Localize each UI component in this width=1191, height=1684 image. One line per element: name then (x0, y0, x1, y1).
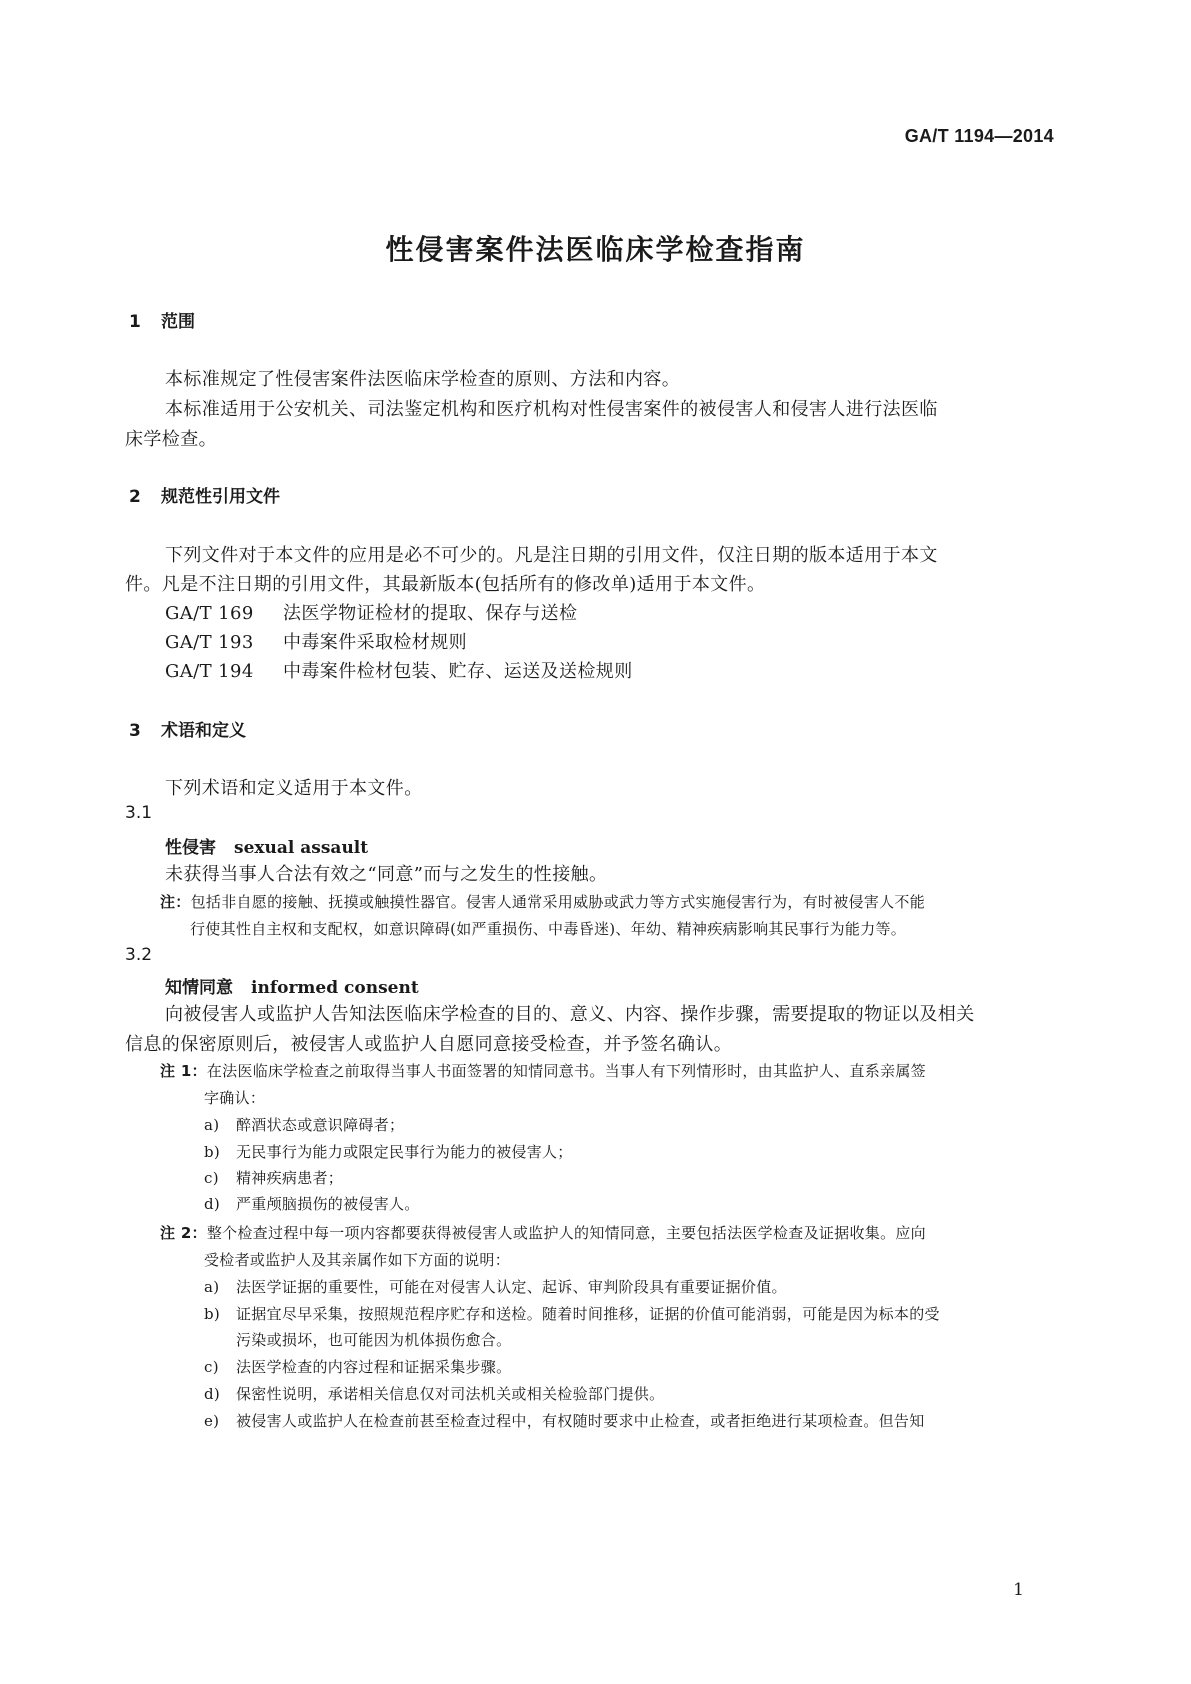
reference-title: 中毒案件检材包装、贮存、运送及送检规则 (283, 661, 633, 682)
reference-code: GA/T 193 (165, 632, 254, 653)
list-item (204, 1303, 940, 1324)
list-label: b) (204, 1143, 221, 1161)
reference-item (165, 628, 467, 654)
list-label: d) (204, 1385, 221, 1403)
list-text: 法医学证据的重要性，可能在对侵害人认定、起诉、审判阶段具有重要证据价值。 (236, 1278, 787, 1296)
section-number: 2 (129, 487, 141, 507)
page-number: 1 (1013, 1580, 1024, 1600)
clause-number: 3.2 (125, 945, 153, 965)
list-label: c) (204, 1169, 219, 1187)
list-text: 无民事行为能力或限定民事行为能力的被侵害人； (236, 1143, 573, 1161)
list-text: 保密性说明，承诺相关信息仅对司法机关或相关检验部门提供。 (236, 1385, 665, 1403)
note-label: 注 2： (160, 1224, 207, 1242)
term-english: sexual assault (234, 838, 369, 858)
term-definition: 未获得当事人合法有效之“同意”而与之发生的性接触。 (165, 864, 608, 885)
term-chinese: 性侵害 (165, 838, 216, 858)
list-item-continued (204, 1329, 511, 1350)
note (160, 1060, 926, 1081)
list-text: 被侵害人或监护人在检查前甚至检查过程中，有权随时要求中止检查，或者拒绝进行某项检查。但告知 (236, 1412, 925, 1430)
reference-code: GA/T 194 (165, 661, 254, 682)
list-item (204, 1114, 404, 1135)
note-text: 整个检查过程中每一项内容都要获得被侵害人或监护人的知情同意，主要包括法医学检查及证据收集。应向 (206, 1224, 926, 1242)
note-text: 包括非自愿的接触、抚摸或触摸性器官。侵害人通常采用威胁或武力等方式实施侵害行为，有时被侵害人不能 (190, 893, 926, 911)
note (160, 1222, 926, 1243)
note (160, 891, 925, 912)
note-label: 注： (160, 893, 191, 911)
list-text: 精神疾病患者； (236, 1169, 344, 1187)
paragraph: 本标准适用于公安机关、司法鉴定机构和医疗机构对性侵害案件的被侵害人和侵害人进行法医临 (165, 399, 938, 420)
paragraph: 本标准规定了性侵害案件法医临床学检查的原则、方法和内容。 (165, 369, 681, 390)
note-continued: 行使其性自主权和支配权，如意识障碍(如严重损伤、中毒昏迷)、年幼、精神疾病影响其民事行为能力等。 (190, 920, 907, 938)
reference-item (165, 599, 577, 625)
list-label: e) (204, 1412, 220, 1430)
term-definition-continued: 信息的保密原则后，被侵害人或监护人自愿同意接受检查，并予签名确认。 (125, 1034, 733, 1055)
list-text: 严重颅脑损伤的被侵害人。 (236, 1195, 420, 1213)
list-text: 污染或损坏，也可能因为机体损伤愈合。 (236, 1331, 512, 1349)
section-title: 术语和定义 (161, 721, 246, 741)
standard-code: GA/T 1194—2014 (904, 126, 1054, 146)
section-heading-2 (129, 482, 280, 507)
section-title: 范围 (161, 312, 195, 332)
list-text: 醉酒状态或意识障碍者； (236, 1116, 405, 1134)
term-english: informed consent (251, 978, 419, 998)
list-text: 证据宜尽早采集，按照规范程序贮存和送检。随着时间推移，证据的价值可能消弱，可能是因为标本的受 (236, 1305, 940, 1323)
clause-number: 3.1 (125, 803, 153, 823)
section-number: 3 (129, 721, 141, 741)
list-label: b) (204, 1305, 221, 1323)
paragraph-continued: 件。凡是不注日期的引用文件，其最新版本(包括所有的修改单)适用于本文件。 (125, 574, 766, 595)
paragraph: 下列文件对于本文件的应用是必不可少的。凡是注日期的引用文件，仅注日期的版本适用于本文 (165, 545, 938, 566)
note-text: 在法医临床学检查之前取得当事人书面签署的知情同意书。当事人有下列情形时，由其监护人、直系亲属签 (206, 1062, 926, 1080)
term-definition: 向被侵害人或监护人告知法医临床学检查的目的、意义、内容、操作步骤，需要提取的物证以及相关 (165, 1004, 975, 1025)
note-continued: 受检者或监护人及其亲属作如下方面的说明： (204, 1251, 511, 1269)
term-entry (165, 833, 368, 858)
paragraph: 下列术语和定义适用于本文件。 (165, 778, 423, 799)
list-item (204, 1356, 511, 1377)
list-label: d) (204, 1195, 221, 1213)
section-heading-1 (129, 307, 195, 332)
term-entry (165, 973, 419, 998)
reference-title: 中毒案件采取检材规则 (283, 632, 467, 653)
reference-title: 法医学物证检材的提取、保存与送检 (283, 603, 578, 624)
reference-item (165, 657, 633, 683)
note-continued: 字确认： (204, 1089, 266, 1107)
section-number: 1 (129, 312, 141, 332)
section-heading-3 (129, 716, 246, 741)
note-label: 注 1： (160, 1062, 207, 1080)
list-label: a) (204, 1116, 220, 1134)
document-title: 性侵害案件法医临床学检查指南 (385, 233, 806, 266)
list-label: a) (204, 1278, 220, 1296)
list-text: 法医学检查的内容过程和证据采集步骤。 (236, 1358, 512, 1376)
list-item (204, 1410, 925, 1431)
list-item (204, 1276, 787, 1297)
list-item (204, 1167, 343, 1188)
list-item (204, 1141, 573, 1162)
term-chinese: 知情同意 (165, 978, 233, 998)
list-label: c) (204, 1358, 219, 1376)
list-item (204, 1193, 420, 1214)
reference-code: GA/T 169 (165, 603, 254, 624)
section-title: 规范性引用文件 (161, 487, 280, 507)
paragraph-continued: 床学检查。 (125, 429, 217, 450)
list-item (204, 1383, 664, 1404)
